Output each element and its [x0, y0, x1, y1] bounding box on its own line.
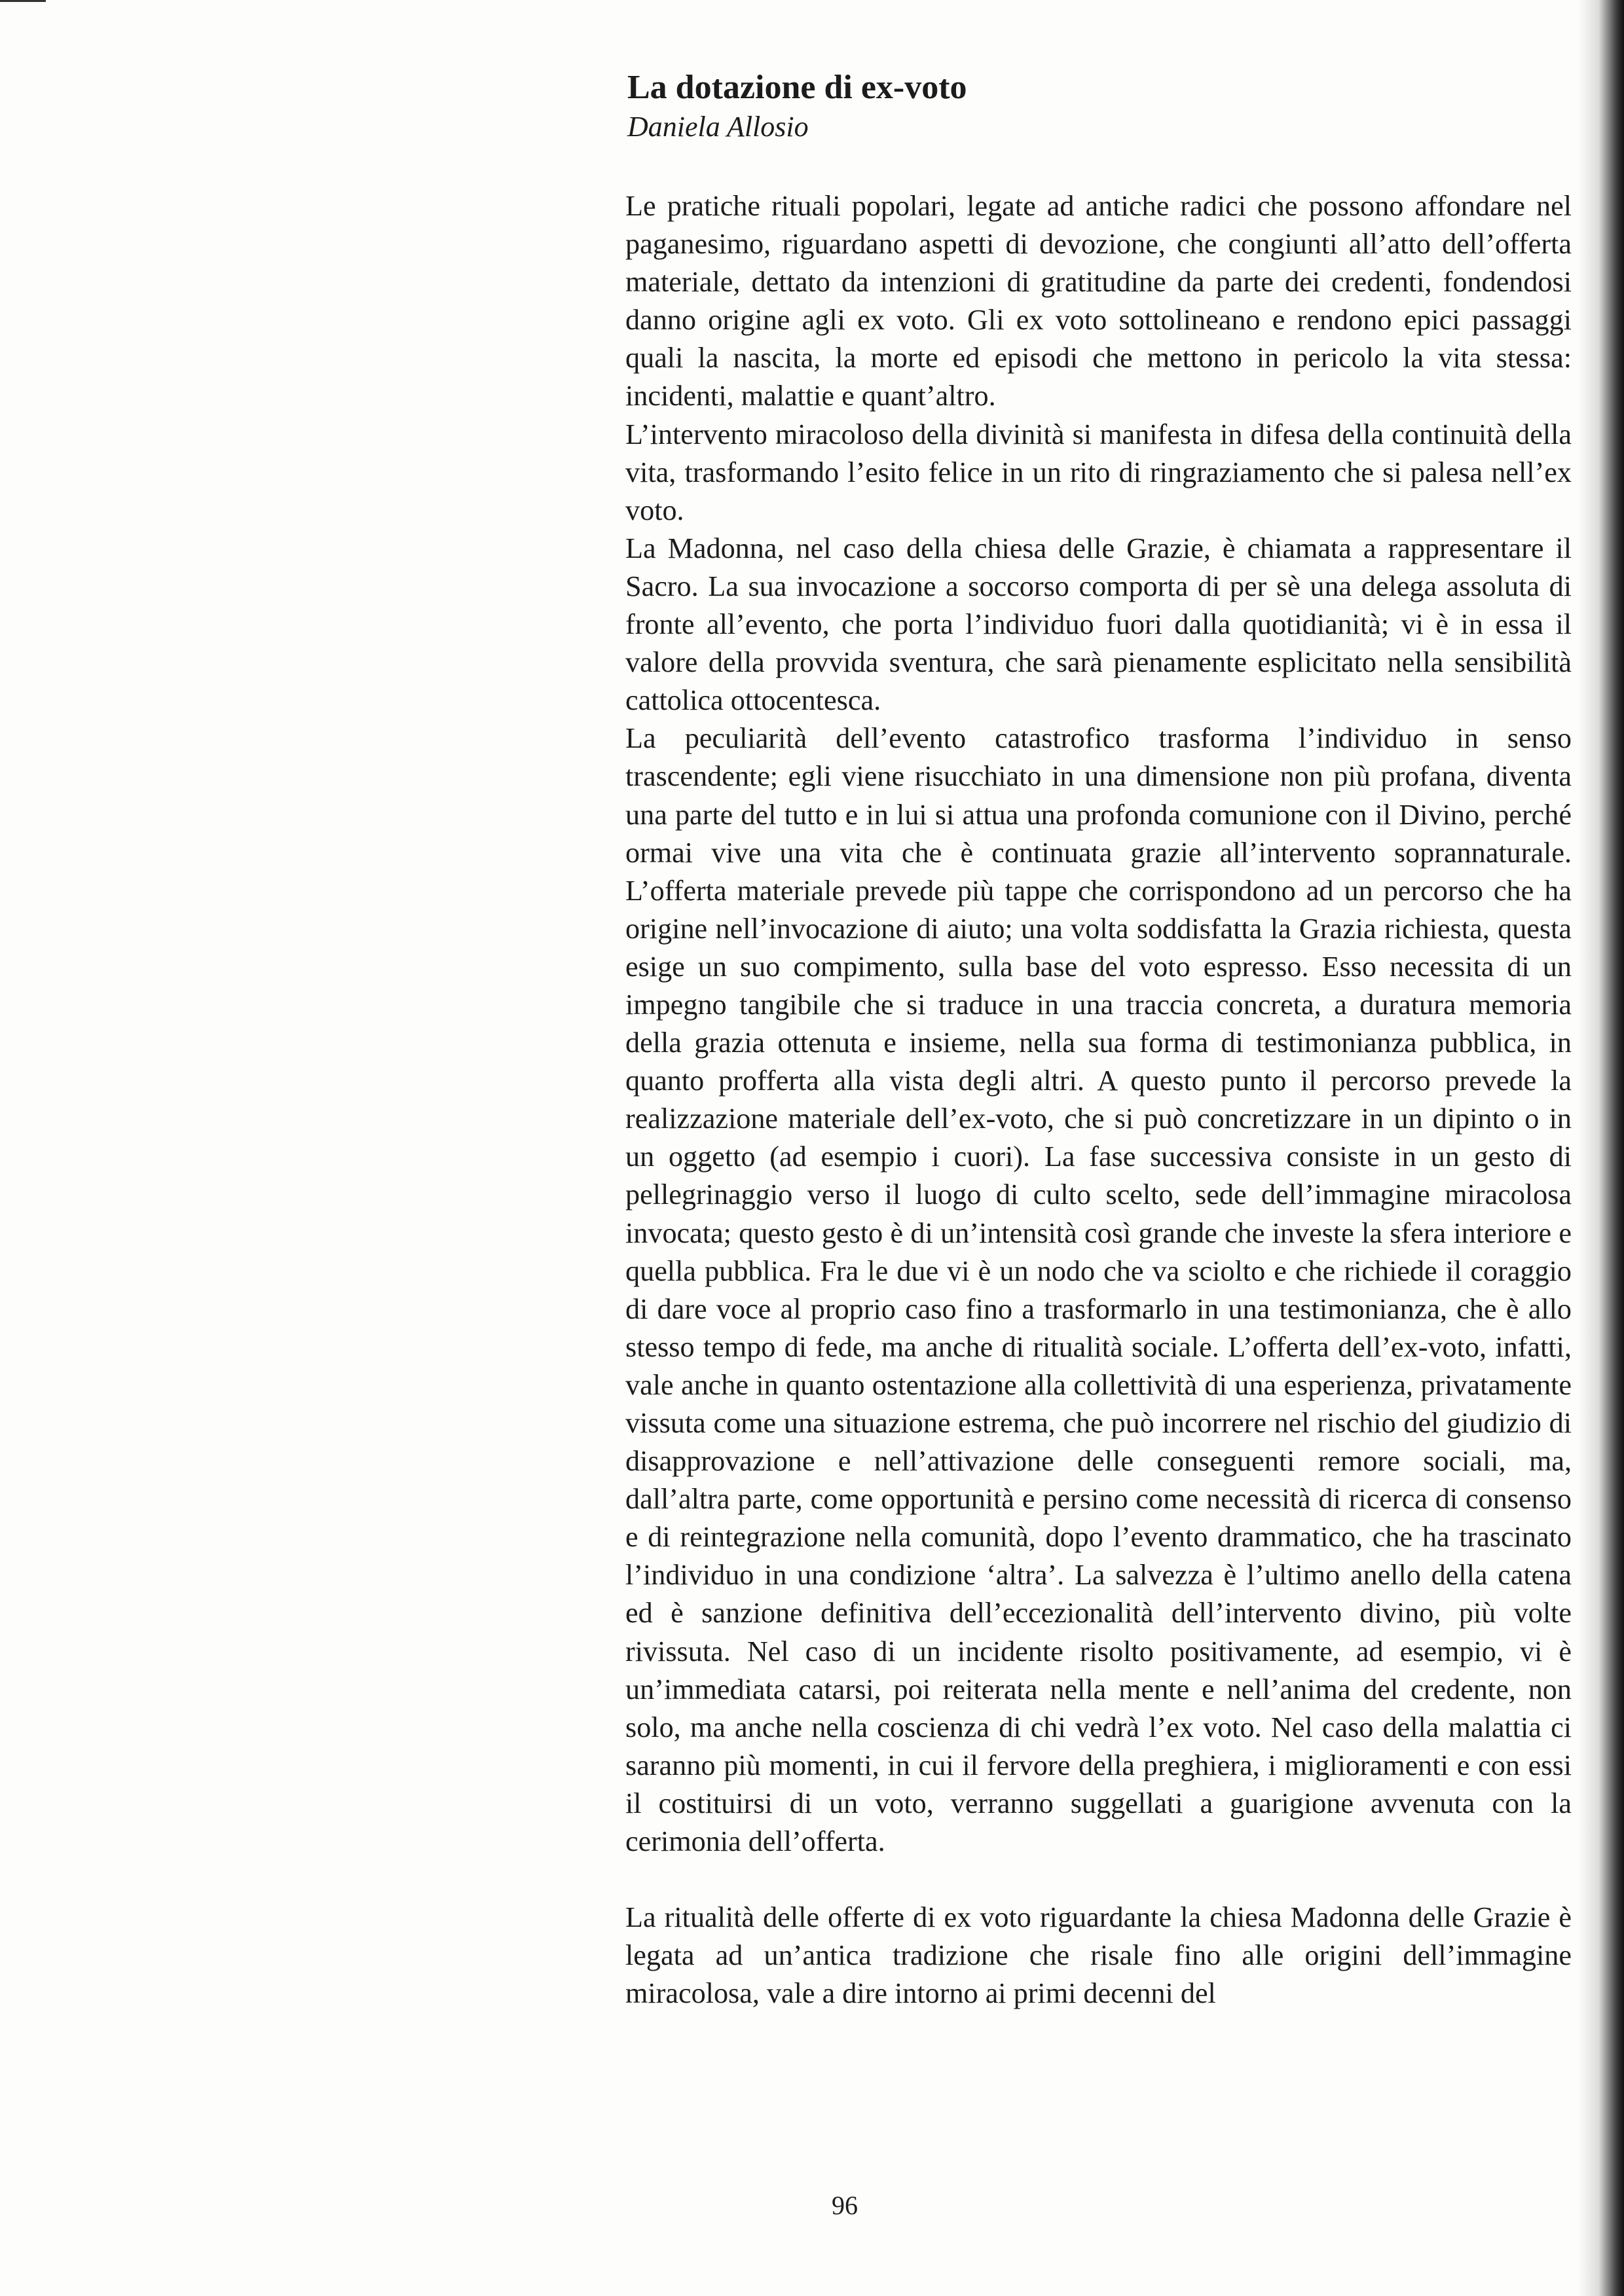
article-header [627, 67, 1570, 145]
binding-shadow [1578, 0, 1624, 2296]
article-title: La dotazione di ex-voto [627, 69, 967, 106]
article-body [625, 187, 1572, 2013]
page-number: 96 [832, 2191, 858, 2220]
paragraph: L’intervento miracoloso della divinità si manifesta in difesa della continuità della vita, trasformando l’esito felice in un rito di ringraziamento che si palesa nell’ex voto. [625, 418, 1572, 526]
paragraph: La peculiarità dell’evento catastrofico trasforma l’individuo in senso trascendente; egli viene risucchiato in una dimensione non più profana, diventa una parte del tutto e in lui si attua una profonda comunione con il Divino, perché ormai vive una vita che è continuata grazie all’intervento soprannaturale. L’offerta materiale prevede più tappe che corrispondono ad un percorso che ha origine nell’invocazione di aiuto; una volta soddisfatta la Grazia richiesta, questa esige un suo compimento, sulla base del voto espresso. Esso necessita di un impegno tangibile che si traduce in una traccia concreta, a duratura memoria della grazia ottenuta e insieme, nella sua forma di testimonianza pubblica, in quanto profferta alla vista degli altri. A questo punto il percorso prevede la realizzazione materiale dell’ex-voto, che si può concretizzare in un dipinto o in un oggetto (ad esempio i cuori). La fase successiva consiste in un gesto di pellegrinaggio verso il luogo di culto scelto, sede dell’immagine miracolosa invocata; questo gesto è di un’intensità così grande che investe la sfera interiore e quella pubblica. Fra le due vi è un nodo che va sciolto e che richiede il coraggio di dare voce al proprio caso fino a trasformarlo in una testimonianza, che è allo stesso tempo di fede, ma anche di ritualità sociale. L’offerta dell’ex-voto, infatti, vale anche in quanto ostentazione alla collettività di una esperienza, privatamente vissuta come una situazione estrema, che può incorrere nel rischio del giudizio di disapprovazione e nell’attivazione delle conseguenti remore sociali, ma, dall’altra parte, come opportunità e persino come necessità di ricerca di consenso e di reintegrazione nella comunità, dopo l’evento drammatico, che ha trascinato l’individuo in una condizione ‘altra’. La salvezza è l’ultimo anello della catena ed è sanzione definitiva dell’eccezionalità dell’intervento divino, più volte rivissuta. Nel caso di un incidente risolto positivamente, ad esempio, vi è un’immediata catarsi, poi reiterata nella mente e nell’anima del credente, non solo, ma anche nella coscienza di chi vedrà l’ex voto. Nel caso della malattia ci saranno più momenti, in cui il fervore della preghiera, i miglioramenti e con essi il costituirsi di un voto, verranno suggellati a guarigione avvenuta con la cerimonia dell’offerta. [625, 722, 1572, 1858]
paragraph: La Madonna, nel caso della chiesa delle Grazie, è chiamata a rappresentare il Sacro. La sua invocazione a soccorso comporta di per sè una delega assoluta di fronte all’evento, che porta l’individuo fuori dalla quotidianità; vi è in essa il valore della provvida sventura, che sarà pienamente esplicitato nella sensibilità cattolica ottocentesca. [625, 532, 1572, 717]
article-author: Daniela Allosio [627, 111, 809, 143]
corner-crop-mark [0, 0, 46, 9]
paragraph: La ritualità delle offerte di ex voto riguardante la chiesa Madonna delle Grazie è legata ad un’antica tradizione che risale fino alle origini dell’immagine miracolosa, vale a dire intorno ai primi decenni del [625, 1901, 1572, 2010]
paragraph: Le pratiche rituali popolari, legate ad antiche radici che possono affondare nel paganesimo, riguardano aspetti di devozione, che congiunti all’atto dell’offerta materiale, dettato da intenzioni di gratitudine da parte dei credenti, fondendosi danno origine agli ex voto. Gli ex voto sottolineano e rendono epici passaggi quali la nascita, la morte ed episodi che mettono in pericolo la vita stessa: incidenti, malattie e quant’altro. [625, 190, 1572, 412]
